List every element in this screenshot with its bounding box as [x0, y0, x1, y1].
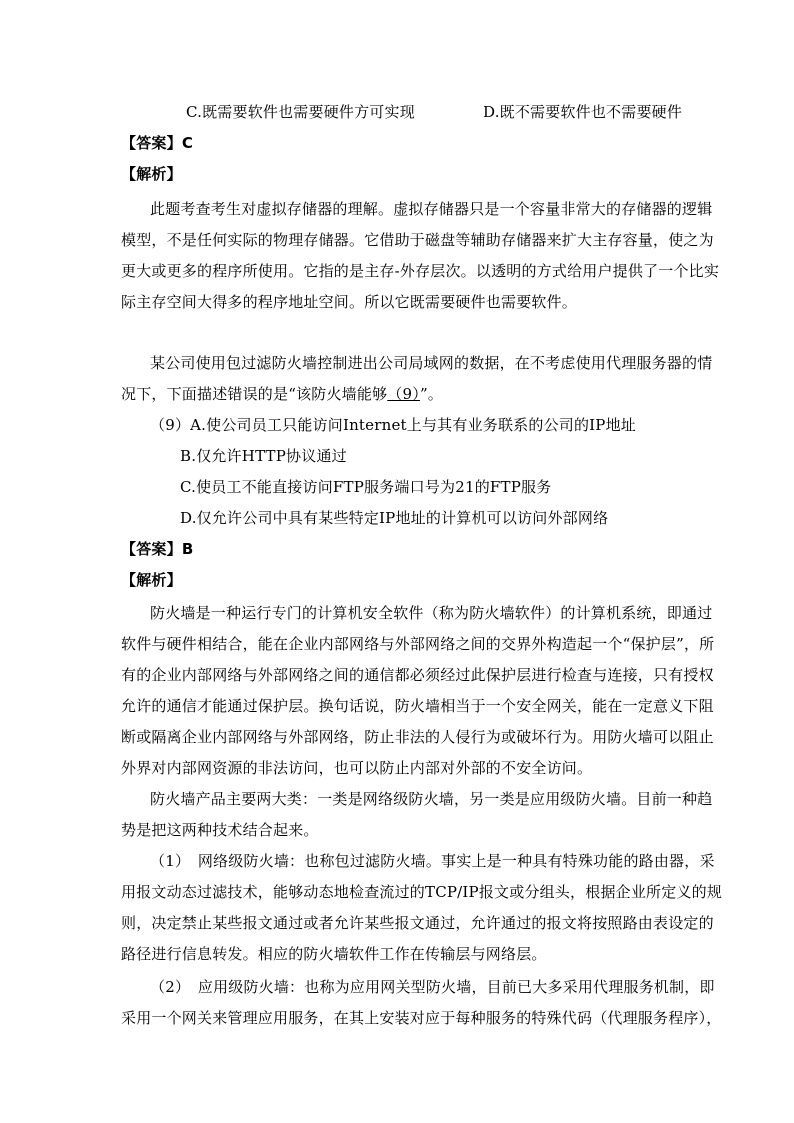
- q9-analysis-line: 允许的通信才能通过保护层。换句话说，防火墙相当于一个安全网关，能在一定意义下阻: [121, 697, 714, 715]
- q9-option-b: B.仅允许HTTP协议通过: [180, 447, 347, 465]
- q9-stem-line: 况下，下面描述错误的是“该防火墙能够（9）”。: [121, 385, 444, 403]
- q9-analysis-line: 断或隔离企业内部网络与外部网络，防止非法的人侵行为或破坏行为。用防火墙可以阻止: [121, 728, 714, 746]
- q9-analysis-line: （1） 网络级防火墙：也称包过滤防火墙。事实上是一种具有特殊功能的路由器，采: [150, 852, 715, 870]
- q9-analysis-line: 防火墙产品主要两大类：一类是网络级防火墙，另一类是应用级防火墙。目前一种趋: [150, 790, 713, 808]
- q9-stem-line: 某公司使用包过滤防火墙控制进出公司局域网的数据，在不考虑使用代理服务器的情: [150, 354, 713, 372]
- q9-option-d: D.仅允许公司中具有某些特定IP地址的计算机可以访问外部网络: [180, 509, 609, 527]
- q9-analysis-label: 【解析】: [121, 571, 182, 589]
- q9-analysis-line: 采用一个网关来管理应用服务，在其上安装对应于每种服务的特殊代码（代理服务程序），: [121, 1009, 722, 1027]
- q9-answer: [121, 539, 193, 559]
- q9-answer-value: B: [181, 540, 194, 558]
- q8-analysis-line: 模型，不是任何实际的物理存储器。它借助于磁盘等辅助存储器来扩大主存容量，使之为: [121, 231, 714, 249]
- q9-analysis-line: 软件与硬件相结合，能在企业内部网络与外部网络之间的交界外构造起一个“保护层”，所: [121, 635, 715, 653]
- q9-analysis-line: 路径进行信息转发。相应的防火墙软件工作在传输层与网络层。: [121, 945, 547, 963]
- q8-analysis-label: 【解析】: [121, 165, 182, 183]
- q8-analysis-line: 此题考查考生对虚拟存储器的理解。虚拟存储器只是一个容量非常大的存储器的逻辑: [150, 200, 713, 218]
- q8-option-c: C.既需要软件也需要硬件方可实现: [186, 103, 415, 121]
- q8-answer: [121, 133, 193, 153]
- q9-answer-label: 【答案】: [121, 540, 182, 558]
- q9-blank: （9）: [387, 385, 420, 403]
- q9-analysis-line: （2） 应用级防火墙：也称为应用网关型防火墙，目前已大多采用代理服务机制，即: [150, 978, 715, 996]
- q9-option-c: C.使员工不能直接访问FTP服务端口号为21的FTP服务: [180, 478, 552, 496]
- q8-answer-label: 【答案】: [121, 134, 182, 152]
- q9-analysis-line: 有的企业内部网络与外部网络之间的通信都必须经过此保护层进行检查与连接，只有授权: [121, 666, 714, 684]
- q8-option-d: D.既不需要软件也不需要硬件: [483, 103, 683, 121]
- q9-analysis-line: 防火墙是一种运行专门的计算机安全软件（称为防火墙软件）的计算机系统，即通过: [150, 604, 713, 622]
- q8-analysis-line: 更大或更多的程序所使用。它指的是主存-外存层次。以透明的方式给用户提供了一个比实: [121, 262, 720, 280]
- q9-analysis-line: 势是把这两种技术结合起来。: [121, 821, 319, 839]
- q9-option-a: （9）A.使公司员工只能访问Internet上与其有业务联系的公司的IP地址: [150, 416, 636, 434]
- q9-analysis-line: 外界对内部网资源的非法访问，也可以防止内部对外部的不安全访问。: [121, 759, 593, 777]
- q9-analysis-line: 则，决定禁止某些报文通过或者允许某些报文通过，允许通过的报文将按照路由表设定的: [121, 914, 714, 932]
- q8-answer-value: C: [181, 134, 194, 152]
- q8-analysis-line: 际主存空间大得多的程序地址空间。所以它既需要硬件也需要软件。: [121, 293, 578, 311]
- q9-analysis-line: 用报文动态过滤技术，能够动态地检查流过的TCP/IP报文或分组头，根据企业所定义的规: [121, 883, 723, 901]
